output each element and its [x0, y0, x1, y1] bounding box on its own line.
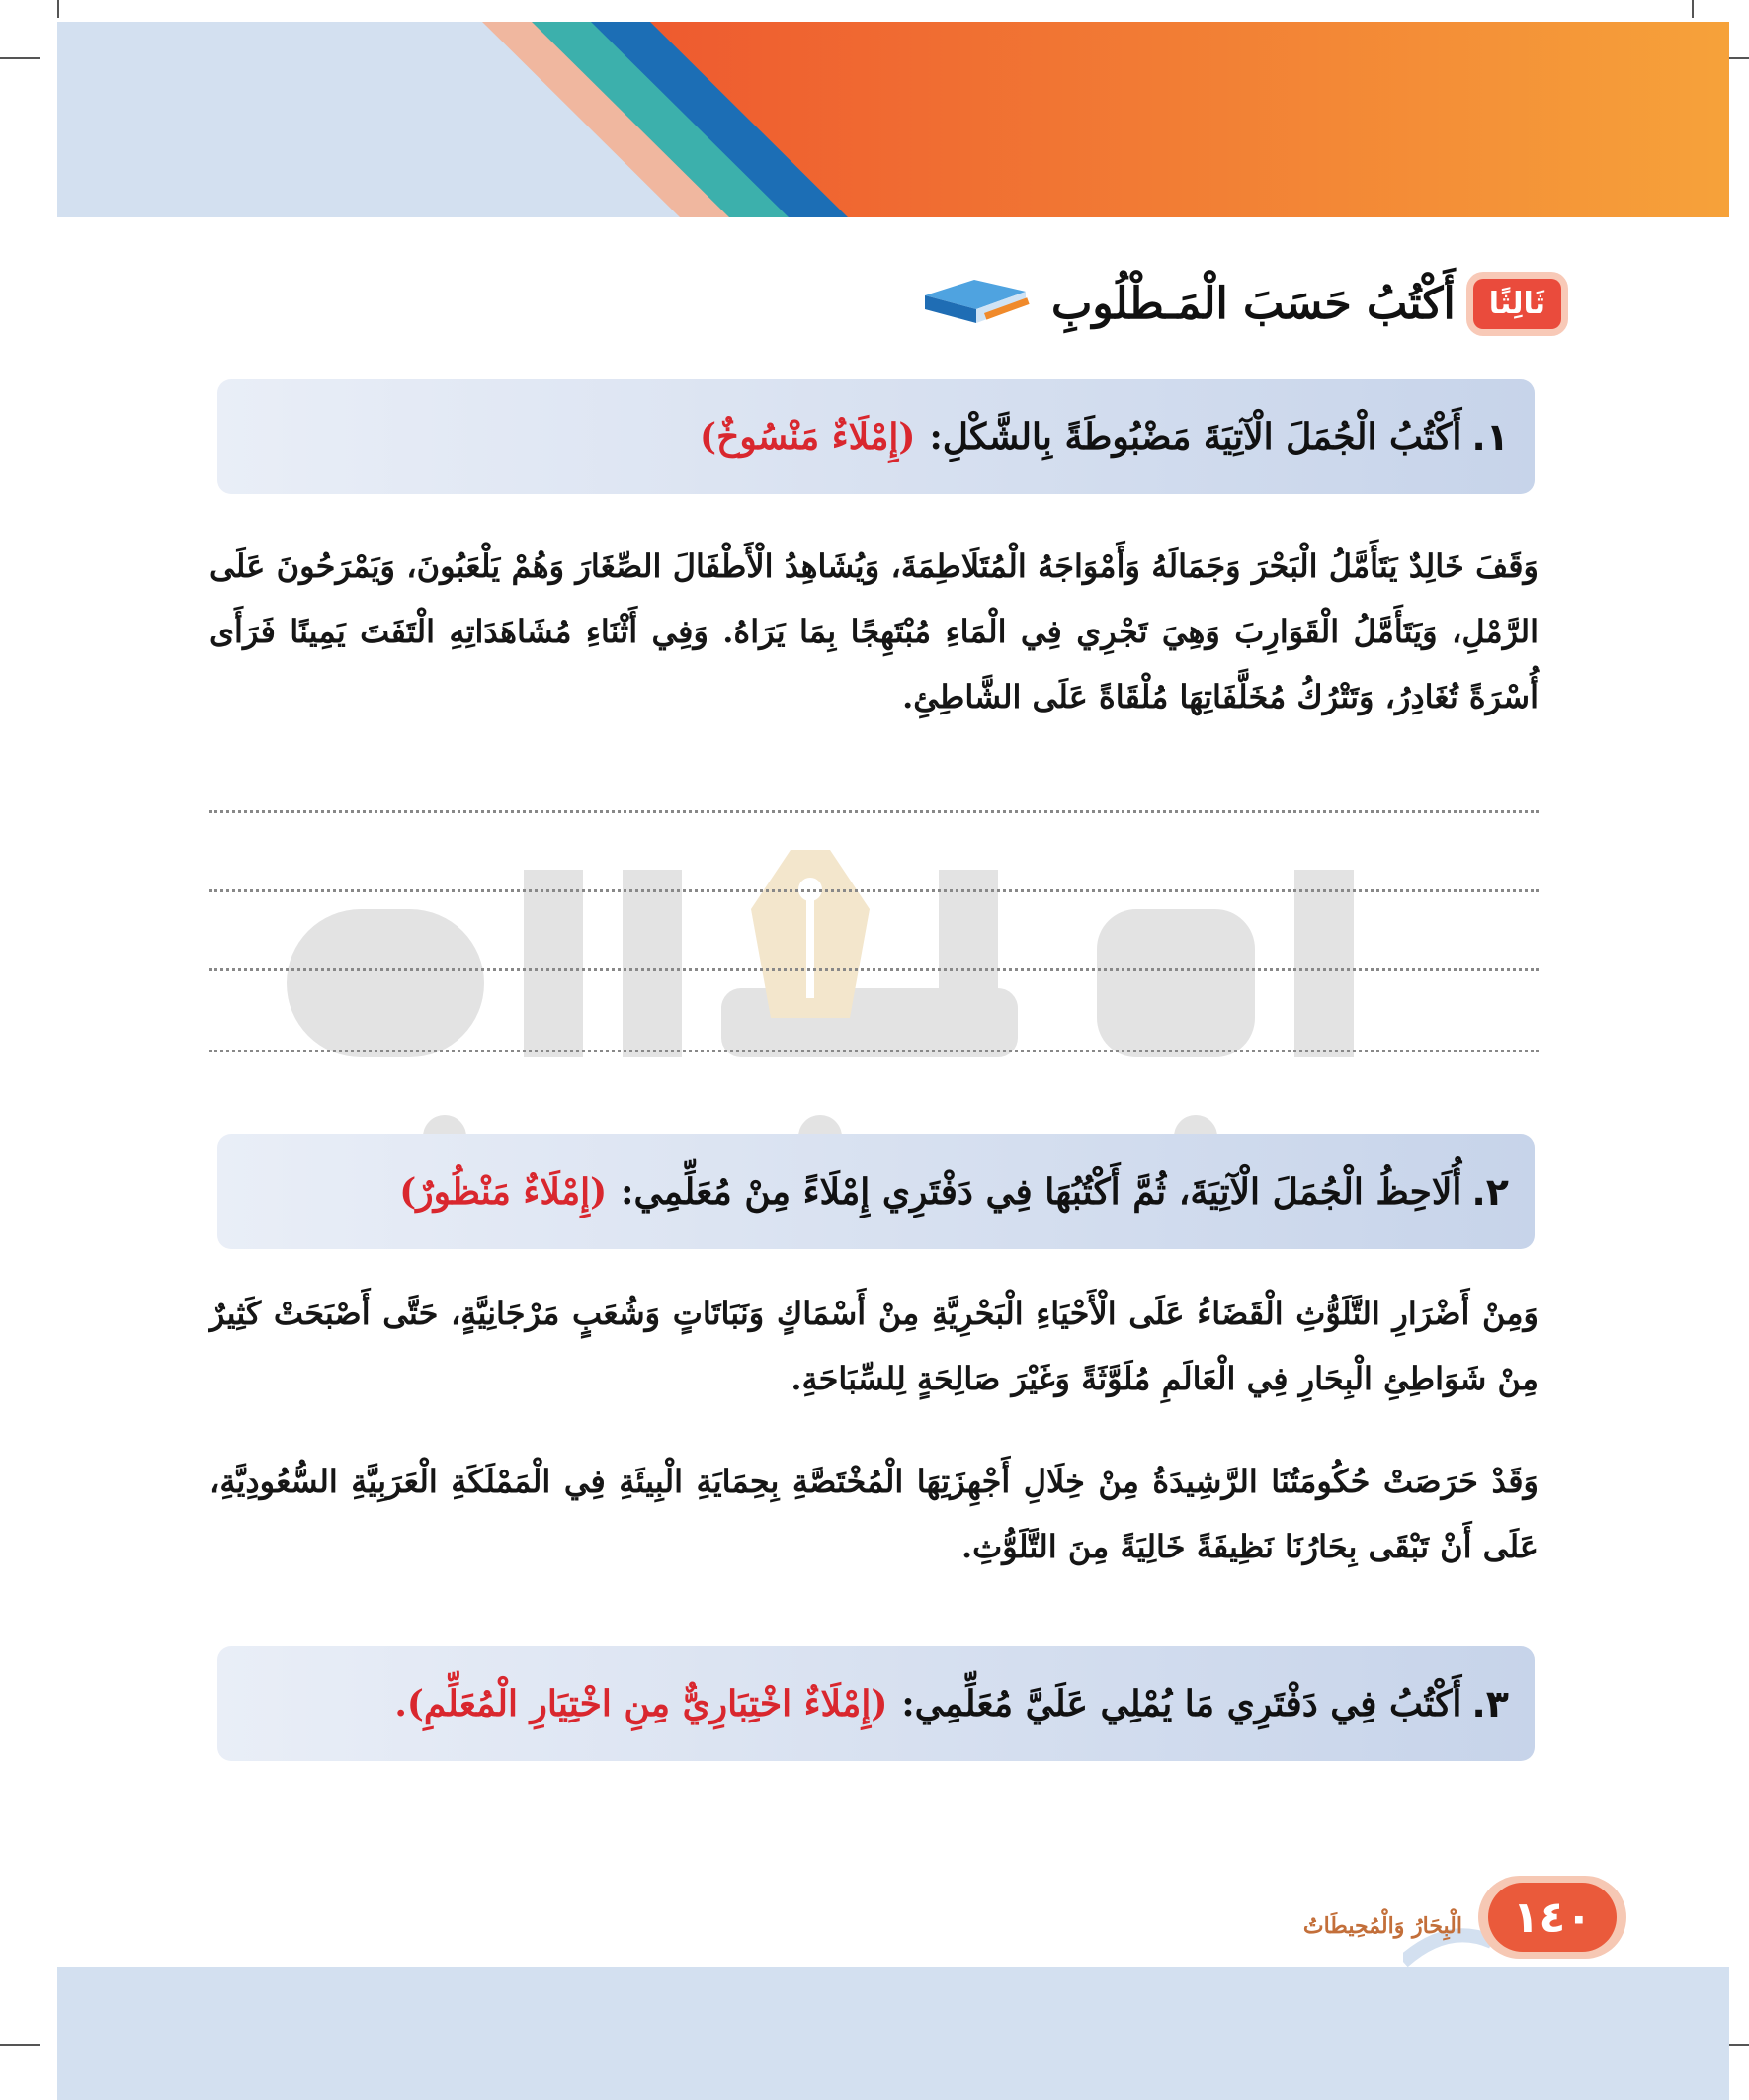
question-1-note: (إِمْلَاءٌ مَنْسُوخٌ) [700, 416, 916, 458]
unit-title: الْبِحَارُ وَالْمُحِيطَاتُ [1302, 1913, 1462, 1939]
page-number: ١٤٠ [1488, 1883, 1617, 1952]
section-title-row [915, 269, 1561, 338]
question-1-bar [217, 379, 1535, 494]
question-3-note: (إِمْلَاءٌ اخْتِبَارِيٌّ مِنِ اخْتِيَارِ الْمُعَلِّمِ). [394, 1683, 888, 1724]
question-2-number: ٢. [1471, 1170, 1509, 1214]
writing-line [209, 810, 1539, 813]
question-2-text: أُلَاحِظُ الْجُمَلَ الْآتِيَةَ، ثُمَّ أَكْتُبُهَا فِي دَفْتَرِي إِمْلَاءً مِنْ مُعَلِّمِي: [621, 1171, 1462, 1213]
crop-mark [1692, 0, 1694, 18]
question-2-bar [217, 1134, 1535, 1249]
crop-mark [57, 0, 59, 18]
section-title: أَكْتُبُ حَسَبَ الْمَـطْلُوبِ [1050, 278, 1456, 329]
header-decoration [57, 22, 1729, 217]
question-1-text: أَكْتُبُ الْجُمَلَ الْآتِيَةَ مَضْبُوطَةً بِالشَّكْلِ: [929, 416, 1462, 458]
writing-line [209, 889, 1539, 892]
question-2-paragraph-2: وَقَدْ حَرَصَتْ حُكُومَتُنَا الرَّشِيدَةُ مِنْ خِلَالِ أَجْهِزَتِهَا الْمُخْتَصَّةِ بِحِمَايَةِ الْبِيئَةِ فِي الْمَمْلَكَةِ الْعَرَبِيَّةِ السُّعُودِيَّةِ، عَلَى أَنْ تَبْقَى بِحَارُنَا نَظِيفَةً خَالِيَةً مِنَ التَّلَوُّثِ. [209, 1463, 1540, 1565]
question-3-bar [217, 1646, 1535, 1761]
question-3-text: أَكْتُبُ فِي دَفْتَرِي مَا يُمْلِي عَلَيَّ مُعَلِّمِي: [901, 1683, 1462, 1724]
question-2-note: (إِمْلَاءٌ مَنْظُورٌ) [399, 1171, 608, 1213]
section-badge: ثَالِثًا [1473, 279, 1561, 329]
question-1-number: ١. [1471, 415, 1509, 459]
question-1-paragraph: وَقَفَ خَالِدٌ يَتَأَمَّلُ الْبَحْرَ وَجَمَالَهُ وَأَمْوَاجَهُ الْمُتَلَاطِمَةَ، وَيُشَاهِدُ الْأَطْفَالَ الصِّغَارَ وَهُمْ يَلْعَبُونَ، وَيَمْرَحُونَ عَلَى الرَّمْلِ، وَيَتَأَمَّلُ الْقَوَارِبَ وَهِيَ تَجْرِي فِي الْمَاءِ مُبْتَهِجًا بِمَا يَرَاهُ. وَفِي أَثْنَاءِ مُشَاهَدَاتِهِ الْتَفَتَ يَمِينًا فَرَأَى أُسْرَةً تُغَادِرُ، وَتَتْرُكُ مُخَلَّفَاتِهَا مُلْقَاةً عَلَى الشَّاطِئِ. [209, 547, 1539, 715]
writing-line [209, 1050, 1539, 1052]
question-2-paragraph-1: وَمِنْ أَضْرَارِ التَّلَوُّثِ الْقَضَاءُ عَلَى الْأَحْيَاءِ الْبَحْرِيَّةِ مِنْ أَسْمَاكٍ وَنَبَاتَاتٍ وَشُعَبٍ مَرْجَانِيَّةٍ، حَتَّى أَصْبَحَتْ كَثِيرٌ مِنْ شَوَاطِئِ الْبِحَارِ فِي الْعَالَمِ مُلَوَّثَةً وَغَيْرَ صَالِحَةٍ لِلسِّبَاحَةِ. [209, 1295, 1539, 1397]
book-pencil-icon [915, 274, 1034, 333]
footer-band [57, 1967, 1729, 2100]
crop-mark [0, 57, 40, 59]
page-number-badge [1478, 1876, 1626, 1959]
crop-mark [0, 2044, 40, 2046]
pen-nib-watermark-icon [751, 850, 870, 1018]
question-3-number: ٣. [1471, 1682, 1509, 1725]
writing-line [209, 968, 1539, 971]
